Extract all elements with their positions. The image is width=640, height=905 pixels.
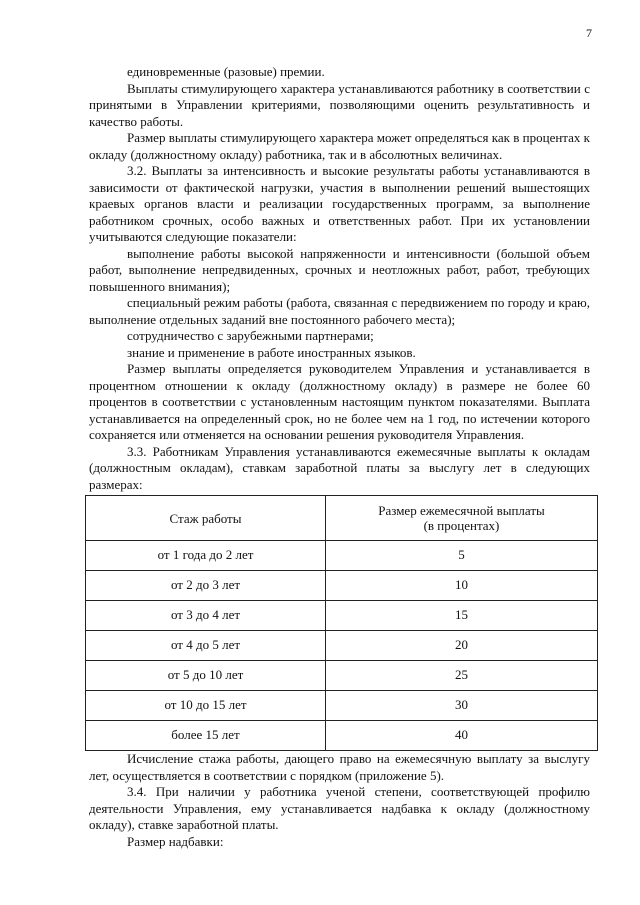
- page-number: 7: [586, 26, 592, 40]
- percent-cell: 30: [326, 691, 598, 721]
- indicator-item: выполнение работы высокой напряженности и интенсивности (большой объем работ, выполнение непредвиденных, срочных и неотложных работ, работ, требующих повышенного внимания);: [89, 245, 590, 294]
- column-header-seniority: Стаж работы: [86, 496, 326, 541]
- table-header-row: [86, 496, 598, 541]
- paragraph: Размер выплаты стимулирующего характера может определяться как в процентах к окладу (должностному окладу) работника, так и в абсолютных величинах.: [89, 130, 590, 162]
- paragraph: единовременные (разовые) премии.: [127, 64, 325, 79]
- indicator-item: сотрудничество с зарубежными партнерами;: [127, 328, 374, 343]
- paragraph: Размер выплаты определяется руководителем Управления и устанавливается в процентном отношении к окладу (должностному окладу) в размере не более 60 процентов в соответствии с установленным настоящим пунктом показателями. Выплата устанавливается на определенный срок, но не более чем на 1 год, по истечении которого сохраняется или отменяется на основании решения руководителя Управления.: [89, 361, 590, 442]
- table-row: [86, 541, 598, 571]
- seniority-cell: от 1 года до 2 лет: [86, 541, 326, 571]
- seniority-cell: от 10 до 15 лет: [86, 691, 326, 721]
- table-row: [86, 631, 598, 661]
- percent-cell: 5: [326, 541, 598, 571]
- document-body: [89, 64, 590, 850]
- percent-cell: 15: [326, 601, 598, 631]
- paragraph: Исчисление стажа работы, дающего право на ежемесячную выплату за выслугу лет, осуществляется в соответствии с порядком (приложение 5).: [89, 751, 590, 783]
- seniority-table: [85, 495, 598, 751]
- column-header-payment-line1: Размер ежемесячной выплаты: [378, 503, 545, 518]
- table-row: [86, 661, 598, 691]
- section-3-4-paragraph: 3.4. При наличии у работника ученой степени, соответствующей профилю деятельности Управления, ему устанавливается надбавка к окладу (должностному окладу), ставке заработной платы.: [89, 784, 590, 832]
- section-3-2-paragraph: 3.2. Выплаты за интенсивность и высокие результаты работы устанавливаются в зависимости от фактической нагрузки, участия в выполнении решений вышестоящих краевых органов власти и реализации государственных программ, за выполнение работником срочных, особо важных и ответственных работ. При их установлении учитываются следующие показатели:: [89, 163, 590, 244]
- seniority-cell: от 5 до 10 лет: [86, 661, 326, 691]
- seniority-cell: более 15 лет: [86, 721, 326, 751]
- table-row: [86, 571, 598, 601]
- seniority-cell: от 3 до 4 лет: [86, 601, 326, 631]
- seniority-cell: от 2 до 3 лет: [86, 571, 326, 601]
- column-header-payment: [326, 496, 598, 541]
- percent-cell: 25: [326, 661, 598, 691]
- column-header-payment-line2: (в процентах): [423, 518, 500, 533]
- indicator-item: специальный режим работы (работа, связанная с передвижением по городу и краю, выполнение отдельных заданий вне постоянного рабочего места);: [89, 295, 590, 327]
- paragraph: Выплаты стимулирующего характера устанавливаются работнику в соответствии с принятыми в Управлении критериями, позволяющими оценить результативность и качество работы.: [89, 80, 590, 129]
- paragraph: Размер надбавки:: [127, 833, 224, 849]
- table-row: [86, 721, 598, 751]
- section-3-3-paragraph: 3.3. Работникам Управления устанавливаются ежемесячные выплаты к окладам (должностным окладам), ставкам заработной платы за выслугу лет в следующих размерах:: [89, 443, 590, 492]
- seniority-cell: от 4 до 5 лет: [86, 631, 326, 661]
- percent-cell: 10: [326, 571, 598, 601]
- percent-cell: 20: [326, 631, 598, 661]
- percent-cell: 40: [326, 721, 598, 751]
- indicator-item: знание и применение в работе иностранных языков.: [127, 344, 416, 360]
- table-row: [86, 691, 598, 721]
- table-row: [86, 601, 598, 631]
